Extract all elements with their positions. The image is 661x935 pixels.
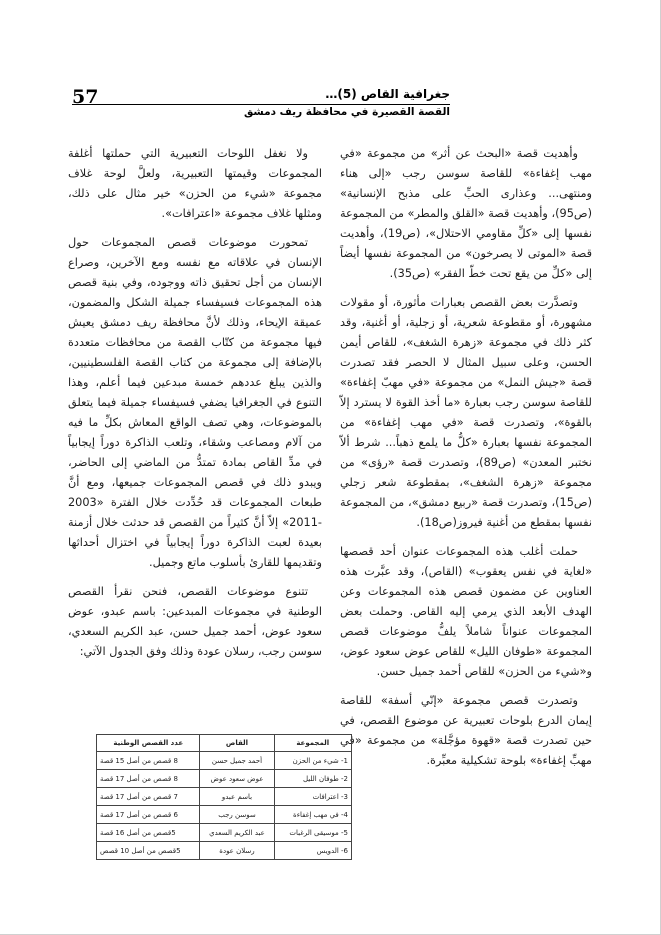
table-row	[97, 770, 352, 788]
paragraph: وأهديت قصة «البحث عن أثر» من مجموعة «في مهب إغفاءة» للقاصة سوسن رجب «إلى هناء ومنتهى... وعذارى الحبِّ على مذبح الإنسانية» (ص95)، وأهديت قصة «القلق والمطر» من المجموعة نفسها إلى «كلِّ مقاومي الاحتلال»، (ص19)، وأهديت قصة «الموتى لا يصرخون» من المجموعة نفسها أيضاً إلى «كلِّ من يقع تحت خطّ الفقر» (ص35).	[340, 147, 592, 280]
paragraph: ولا نغفل اللوحات التعبيرية التي حملتها أغلفة المجموعات وقيمتها التعبيرية، ولعلَّ لوحة غلاف مجموعة «شيء من الحزن» خير مثال على ذلك، ومثلها غلاف مجموعة «اعترافات».	[68, 147, 322, 220]
page-number: 57	[72, 86, 99, 108]
cell-collection: 5- موسيقى الرغبات	[274, 824, 352, 842]
table-row	[97, 788, 352, 806]
column-header-count: عدد القصص الوطنية	[97, 735, 200, 752]
cell-collection: 2- طوفان الليل	[274, 770, 352, 788]
paragraph: وتصدَّرت بعض القصص بعبارات مأثورة، أو مقولات مشهورة، أو مقطوعة شعرية، أو زجلية، أو أغنية، وقد كثر ذلك في مجموعة «زهرة الشغف»، للقاص أيمن الحسن، وعلى سبيل المثال لا الحصر فقد تصدرت قصة «جيش النمل» من مجموعة «في مهبّ إغفاءة» للقاصة سوسن رجب بعبارة «ما أخذ القوة لا يسترد إلاّ بالقوة»، وتصدرت قصة «في مهب إغفاءة» من المجموعة نفسها بعبارة «كلُّ ما يلمع ذهباً... شرط ألاّ نختبر المعدن» (ص89)، وتصدرت قصة «رؤى» من مجموعة «زهرة الشغف»، بمقطوعة شعر زجلي (ص15)، وتصدرت قصة «ربيع دمشق»، من المجموعة نفسها بمقطع من أغنية فيروز(ص18).	[340, 296, 592, 529]
paragraph: تمحورت موضوعات قصص المجموعات حول الإنسان في علاقاته مع نفسه ومع الآخرين، وصراع الإنسان من أجل تحقيق ذاته ووجوده، وفي بنية قصص هذه المجموعات فسيفساء جميلة الشكل والمضمون، عميقة الإيحاء، وذلك لأنَّ محافظة ريف دمشق يعيش فيها مجموعة من كتّاب القصة من محافظات متعددة بالإضافة إلى مجموعة من كتاب القصة الفلسطينيين، والذين يبلغ عددهم خمسة مبدعين فيما أعلم، وهذا التنوع في الجغرافيا يضفي فسيفساء جميلة فيما يتعلق بالموضوعات، وهي تصف الواقع المعاش بكلِّ ما فيه من آلام ومصاعب وشقاء، وتلعب الذاكرة دوراً إيجابياً في مدِّ القاص بمادة تمتدُّ من الماضي إلى الحاضر، ويبدو ذلك في قصص المجموعات جميعها، ومع أنَّ طبعات المجموعات قد حُدِّدت خلال الفترة «2003 -2011» إلاّ أنَّ كثيراً من القصص قد حدثت خلال أزمنة بعيدة لعبت الذاكرة دوراً إيجابياً في اختزال أحداثها وتقديمها للقارئ بأسلوب ماتع وجميل.	[68, 236, 322, 569]
header-rule	[72, 104, 450, 105]
right-column	[340, 144, 592, 780]
cell-count: 8 قصص من أصل 17 قصة	[97, 770, 200, 788]
cell-author: باسم عبدو	[200, 788, 274, 806]
national-stories-table	[96, 734, 352, 860]
cell-count: 5قصص من أصل 16 قصة	[97, 824, 200, 842]
cell-collection: 6- الدويس	[274, 842, 352, 860]
table-row	[97, 824, 352, 842]
cell-author: عوض سعود عوض	[200, 770, 274, 788]
cell-author: سوسن رجب	[200, 806, 274, 824]
running-subtitle: القصة القصيرة في محافظة ريف دمشق	[243, 106, 450, 118]
left-column	[68, 144, 322, 671]
cell-author: أحمد جميل حسن	[200, 752, 274, 770]
table-row	[97, 752, 352, 770]
paragraph: وتصدرت قصص مجموعة «إنّي أسفة» للقاصة إيمان الدرع بلوحات تعبيرية عن موضوع القصص، في حين تصدرت قصة «قهوة مؤجَّلة» من مجموعة «في مهبِّ إغفاءة» بلوحة تشكيلية معبِّرة.	[340, 694, 592, 767]
running-header	[72, 84, 592, 124]
paragraph: تتنوع موضوعات القصص، فنحن نقرأ القصص الوطنية في مجموعات المبدعين: باسم عبدو، عوض سعود عوض، أحمد جميل حسن، عبد الكريم السعدي، سوسن رجب، رسلان عودة وذلك وفق الجدول الآتي:	[68, 585, 322, 658]
table-row	[97, 806, 352, 824]
cell-count: 5قصص من أصل 10 قصص	[97, 842, 200, 860]
column-header-author: القاص	[200, 735, 274, 752]
cell-collection: 3- اعترافات	[274, 788, 352, 806]
running-title: جغرافية القاص (5)…	[325, 87, 450, 101]
cell-collection: 4- في مهب إغفاءة	[274, 806, 352, 824]
cell-count: 8 قصص من أصل 15 قصة	[97, 752, 200, 770]
cell-count: 7 قصص من أصل 17 قصة	[97, 788, 200, 806]
cell-collection: 1- شيء من الحزن	[274, 752, 352, 770]
table-row	[97, 842, 352, 860]
table-header-row	[97, 735, 352, 752]
cell-author: رسلان عودة	[200, 842, 274, 860]
paragraph: حملت أغلب هذه المجموعات عنوان أحد قصصها «لغاية في نفس يعقوب» (القاص)، وقد عبَّرت هذه العناوين عن مضمون قصص هذه المجموعات وعن الهدف الأبعد الذي يرمي إليه القاص. وحملت بعض المجموعات عنواناً شاملاً يلفُّ موضوعات قصص المجموعة «طوفان الليل» للقاص عوض سعود عوض، و«شيء من الحزن» للقاص أحمد جميل حسن.	[340, 545, 592, 678]
cell-count: 6 قصص من أصل 17 قصة	[97, 806, 200, 824]
column-header-collection: المجموعة	[274, 735, 352, 752]
cell-author: عبد الكريم السعدي	[200, 824, 274, 842]
